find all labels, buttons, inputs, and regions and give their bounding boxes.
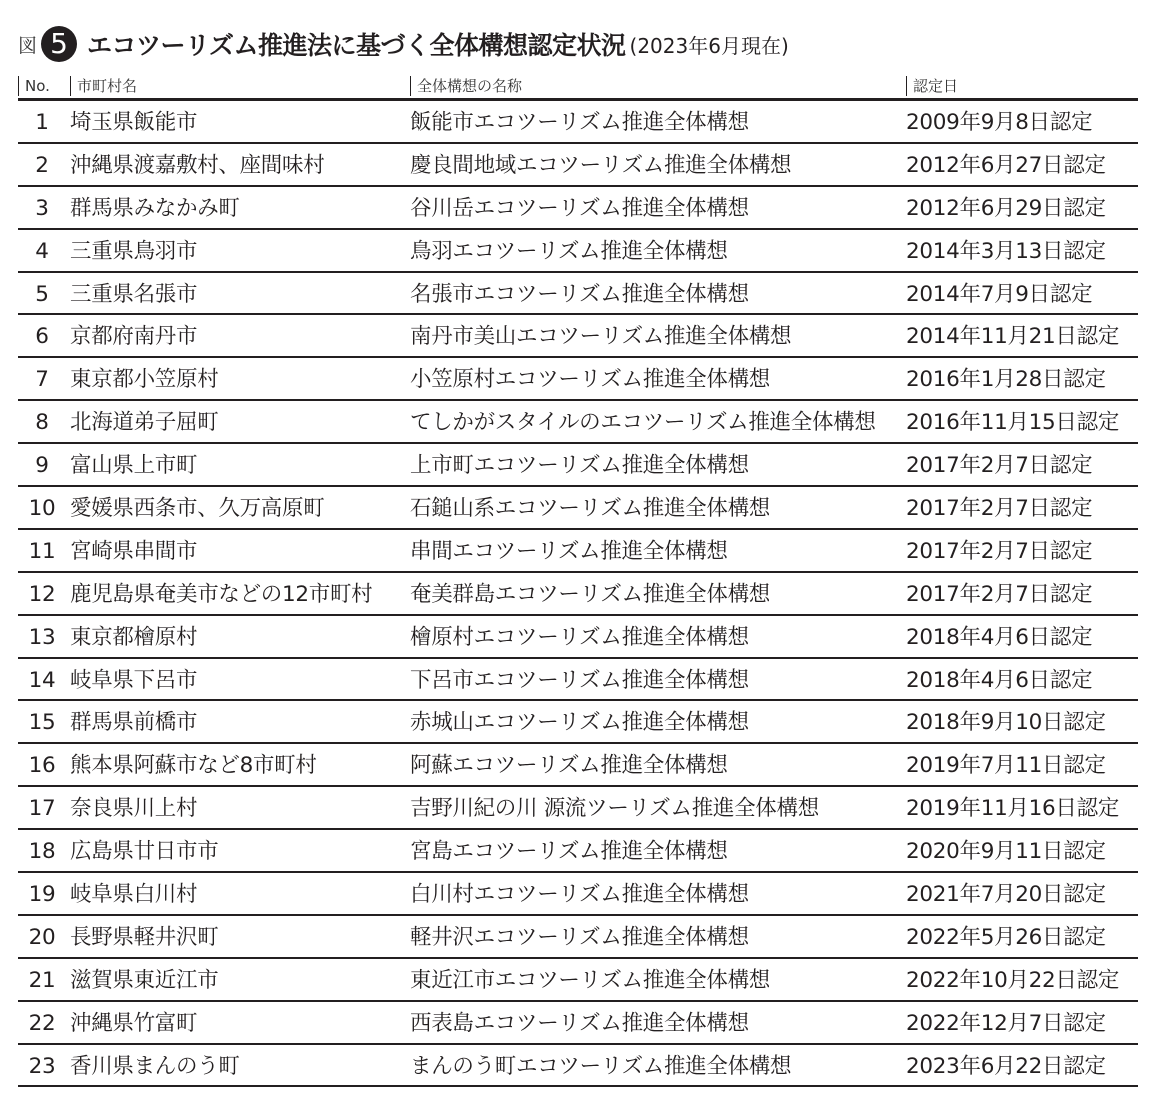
cell-municipality: 香川県まんのう町 bbox=[70, 1053, 240, 1079]
cell-plan-name: 檜原村エコツーリズム推進全体構想 bbox=[410, 624, 749, 650]
table-row bbox=[18, 144, 1138, 187]
cell-municipality: 鹿児島県奄美市などの12市町村 bbox=[70, 581, 373, 607]
cell-no: 4 bbox=[35, 238, 49, 264]
table-row bbox=[18, 573, 1138, 616]
cell-plan-name: 鳥羽エコツーリズム推進全体構想 bbox=[410, 238, 728, 264]
cell-date: 2017年2月7日認定 bbox=[906, 538, 1093, 564]
cell-no: 22 bbox=[28, 1010, 56, 1036]
cell-municipality: 岐阜県白川村 bbox=[70, 882, 198, 908]
table-row bbox=[18, 959, 1138, 1002]
cell-plan-name: まんのう町エコツーリズム推進全体構想 bbox=[410, 1053, 792, 1079]
cell-date: 2016年1月28日認定 bbox=[906, 367, 1106, 393]
cell-municipality: 沖縄県竹富町 bbox=[70, 1010, 198, 1036]
cell-municipality: 東京都檜原村 bbox=[70, 624, 198, 650]
table-row bbox=[18, 744, 1138, 787]
header-date: 認定日 bbox=[906, 76, 958, 96]
cell-municipality: 岐阜県下呂市 bbox=[70, 667, 198, 693]
cell-no: 16 bbox=[28, 753, 56, 779]
cell-plan-name: 宮島エコツーリズム推進全体構想 bbox=[410, 839, 728, 865]
cell-plan-name: 石鎚山系エコツーリズム推進全体構想 bbox=[410, 496, 770, 522]
table-row bbox=[18, 530, 1138, 573]
cell-plan-name: てしかがスタイルのエコツーリズム推進全体構想 bbox=[410, 410, 876, 436]
cell-plan-name: 小笠原村エコツーリズム推進全体構想 bbox=[410, 367, 770, 393]
cell-municipality: 滋賀県東近江市 bbox=[70, 967, 219, 993]
table-row bbox=[18, 830, 1138, 873]
table-row bbox=[18, 187, 1138, 230]
cell-date: 2022年12月7日認定 bbox=[906, 1010, 1106, 1036]
cell-date: 2014年11月21日認定 bbox=[906, 324, 1120, 350]
cell-no: 1 bbox=[35, 110, 49, 135]
cell-date: 2017年2月7日認定 bbox=[906, 581, 1093, 607]
cell-municipality: 富山県上市町 bbox=[70, 453, 198, 479]
table-header bbox=[18, 76, 1138, 98]
cell-date: 2022年5月26日認定 bbox=[906, 924, 1106, 950]
cell-plan-name: 串間エコツーリズム推進全体構想 bbox=[410, 538, 728, 564]
figure-title: エコツーリズム推進法に基づく全体構想認定状況 bbox=[87, 31, 626, 60]
header-municipality: 市町村名 bbox=[70, 76, 137, 96]
cell-date: 2017年2月7日認定 bbox=[906, 453, 1093, 479]
table-row bbox=[18, 701, 1138, 744]
cell-municipality: 三重県鳥羽市 bbox=[70, 238, 198, 264]
cell-municipality: 広島県廿日市市 bbox=[70, 839, 219, 865]
table-row bbox=[18, 616, 1138, 659]
cell-plan-name: 阿蘇エコツーリズム推進全体構想 bbox=[410, 753, 728, 779]
table-row bbox=[18, 358, 1138, 401]
cell-date: 2012年6月29日認定 bbox=[906, 195, 1106, 221]
cell-date: 2020年9月11日認定 bbox=[906, 839, 1106, 865]
cell-municipality: 埼玉県飯能市 bbox=[70, 110, 198, 135]
cell-no: 13 bbox=[28, 624, 56, 650]
cell-plan-name: 奄美群島エコツーリズム推進全体構想 bbox=[410, 581, 770, 607]
cell-plan-name: 白川村エコツーリズム推進全体構想 bbox=[410, 882, 749, 908]
cell-date: 2016年11月15日認定 bbox=[906, 410, 1120, 436]
cell-municipality: 北海道弟子屈町 bbox=[70, 410, 219, 436]
cell-no: 5 bbox=[35, 281, 49, 307]
figure-label: 図 bbox=[18, 34, 38, 57]
cell-municipality: 東京都小笠原村 bbox=[70, 367, 219, 393]
cell-date: 2023年6月22日認定 bbox=[906, 1053, 1106, 1079]
cell-municipality: 愛媛県西条市、久万高原町 bbox=[70, 496, 325, 522]
cell-plan-name: 軽井沢エコツーリズム推進全体構想 bbox=[410, 924, 749, 950]
cell-date: 2019年11月16日認定 bbox=[906, 796, 1120, 822]
table-body bbox=[18, 101, 1138, 1087]
table-row bbox=[18, 230, 1138, 273]
cell-no: 8 bbox=[35, 410, 49, 436]
cell-municipality: 熊本県阿蘇市など8市町村 bbox=[70, 753, 317, 779]
header-no: No. bbox=[18, 76, 65, 96]
cell-no: 20 bbox=[28, 924, 56, 950]
figure-title-bar bbox=[18, 24, 789, 64]
cell-no: 17 bbox=[28, 796, 56, 822]
cell-plan-name: 西表島エコツーリズム推進全体構想 bbox=[410, 1010, 749, 1036]
cell-plan-name: 南丹市美山エコツーリズム推進全体構想 bbox=[410, 324, 792, 350]
cell-date: 2014年7月9日認定 bbox=[906, 281, 1093, 307]
cell-date: 2018年9月10日認定 bbox=[906, 710, 1106, 736]
table-row bbox=[18, 444, 1138, 487]
cell-no: 18 bbox=[28, 839, 56, 865]
cell-municipality: 群馬県みなかみ町 bbox=[70, 195, 240, 221]
cell-no: 11 bbox=[28, 538, 56, 564]
cell-no: 10 bbox=[28, 496, 56, 522]
cell-no: 9 bbox=[35, 453, 49, 479]
header-plan-name: 全体構想の名称 bbox=[410, 76, 522, 96]
cell-date: 2021年7月20日認定 bbox=[906, 882, 1106, 908]
cell-plan-name: 赤城山エコツーリズム推進全体構想 bbox=[410, 710, 749, 736]
table-row bbox=[18, 401, 1138, 444]
table-row bbox=[18, 273, 1138, 316]
cell-municipality: 京都府南丹市 bbox=[70, 324, 198, 350]
cell-date: 2022年10月22日認定 bbox=[906, 967, 1120, 993]
cell-date: 2019年7月11日認定 bbox=[906, 753, 1106, 779]
cell-plan-name: 飯能市エコツーリズム推進全体構想 bbox=[410, 110, 749, 135]
cell-no: 3 bbox=[35, 195, 49, 221]
cell-date: 2018年4月6日認定 bbox=[906, 667, 1093, 693]
figure-number-badge: 5 bbox=[41, 26, 77, 62]
cell-plan-name: 名張市エコツーリズム推進全体構想 bbox=[410, 281, 749, 307]
cell-plan-name: 谷川岳エコツーリズム推進全体構想 bbox=[410, 195, 749, 221]
cell-no: 12 bbox=[28, 581, 56, 607]
cell-no: 2 bbox=[35, 152, 49, 178]
cell-date: 2017年2月7日認定 bbox=[906, 496, 1093, 522]
cell-no: 7 bbox=[35, 367, 49, 393]
cell-no: 19 bbox=[28, 882, 56, 908]
table-row bbox=[18, 659, 1138, 702]
cell-plan-name: 上市町エコツーリズム推進全体構想 bbox=[410, 453, 749, 479]
cell-no: 15 bbox=[28, 710, 56, 736]
table-row bbox=[18, 487, 1138, 530]
cell-date: 2014年3月13日認定 bbox=[906, 238, 1106, 264]
table-row bbox=[18, 916, 1138, 959]
table-row bbox=[18, 787, 1138, 830]
table-row bbox=[18, 1045, 1138, 1088]
cell-no: 21 bbox=[28, 967, 56, 993]
table-row bbox=[18, 873, 1138, 916]
cell-municipality: 沖縄県渡嘉敷村、座間味村 bbox=[70, 152, 325, 178]
cell-plan-name: 東近江市エコツーリズム推進全体構想 bbox=[410, 967, 770, 993]
cell-date: 2018年4月6日認定 bbox=[906, 624, 1093, 650]
table-row bbox=[18, 101, 1138, 144]
table-row bbox=[18, 1002, 1138, 1045]
cell-plan-name: 下呂市エコツーリズム推進全体構想 bbox=[410, 667, 749, 693]
cell-plan-name: 吉野川紀の川 源流ツーリズム推進全体構想 bbox=[410, 796, 819, 822]
cell-no: 23 bbox=[28, 1053, 56, 1079]
cell-plan-name: 慶良間地域エコツーリズム推進全体構想 bbox=[410, 152, 792, 178]
cell-municipality: 宮崎県串間市 bbox=[70, 538, 198, 564]
cell-date: 2009年9月8日認定 bbox=[906, 110, 1093, 135]
cell-municipality: 長野県軽井沢町 bbox=[70, 924, 219, 950]
figure-subtitle: (2023年6月現在) bbox=[629, 33, 789, 58]
cell-municipality: 三重県名張市 bbox=[70, 281, 198, 307]
cell-no: 6 bbox=[35, 324, 49, 350]
cell-date: 2012年6月27日認定 bbox=[906, 152, 1106, 178]
table-row bbox=[18, 315, 1138, 358]
cell-municipality: 群馬県前橋市 bbox=[70, 710, 198, 736]
cell-no: 14 bbox=[28, 667, 56, 693]
cell-municipality: 奈良県川上村 bbox=[70, 796, 198, 822]
